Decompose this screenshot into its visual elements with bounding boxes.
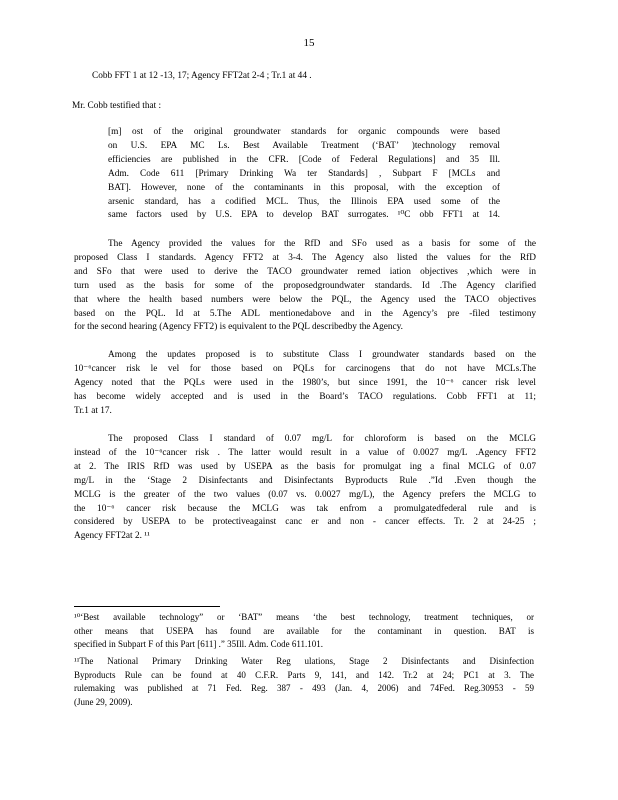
text-line: The Agency provided the values for the RfD and SFo used as a basis for some of the	[108, 239, 536, 249]
text-line: arsenic standard, has a codified MCL. Thus, the Illinois EPA used some of the	[108, 196, 500, 207]
body-paragraph-chloroform	[74, 433, 536, 544]
footnote-divider	[74, 606, 220, 607]
text-line: specified in Subpart F of this Part [611] .” 35Ill. Adm. Code 611.101.	[74, 639, 324, 650]
page-number: 15	[303, 37, 315, 49]
text-line: based on the PQL. Id at 5.The ADL mentionedabove and in the Agency’s pre -filed testimony	[74, 308, 536, 319]
text-line: Tr.1 at 17.	[74, 405, 112, 416]
text-line: Cobb FFT 1 at 12 -13, 17; Agency FFT2at 2-4 ; Tr.1 at 44 .	[92, 71, 312, 81]
text-line: other means that USEPA has found are available for the contaminant in question. BAT is	[74, 625, 534, 636]
text-line: Byproducts Rule can be found at 40 C.F.R. Parts 9, 141, and 142. Tr.2 at 24; PC1 at 3. The	[74, 669, 534, 680]
body-paragraph-cancer-risk	[74, 349, 536, 419]
text-line: Agency noted that the PQLs were used in the 1980’s, but since 1991, the 10⁻⁶ cancer risk level	[74, 377, 536, 388]
text-line: MCLG is the greater of the two values (0.07 vs. 0.0027 mg/L), the Agency prefers the MCLG to	[74, 489, 536, 500]
footnote-11	[74, 655, 534, 709]
text-line: instead of the 10⁻⁶cancer risk . The latter would result in a value of 0.0027 mg/L .Agency FFT2	[74, 447, 536, 458]
citation-paragraph	[92, 70, 392, 84]
text-line: Mr. Cobb testified that :	[72, 101, 162, 111]
text-line: (June 29, 2009).	[74, 696, 133, 707]
text-line: Agency FFT2at 2. ¹¹	[74, 531, 150, 542]
text-line: proposed Class I standards. Agency FFT2 at 3-4. The Agency also listed the values for the RfD	[74, 252, 536, 263]
text-line: mg/L in the ‘Stage 2 Disinfectants and Disinfectants Byproducts Rule .”Id .Even though the	[74, 475, 536, 486]
text-line: efficiencies are published in the CFR. [Code of Federal Regulations] and 35 Ill.	[108, 154, 500, 165]
text-line: ¹¹The National Primary Drinking Water Reg ulations, Stage 2 Disinfectants and Disinfection	[74, 656, 534, 666]
text-line: and SFo that were used to derive the TACO groundwater remed iation objectives ,which were in	[74, 266, 536, 277]
text-line: considered by USEPA to be protectiveagainst canc er and non - cancer effects. Tr. 2 at 24-25 ;	[74, 517, 536, 528]
text-line: [m] ost of the original groundwater standards for organic compounds were based	[108, 127, 500, 137]
text-line: Adm. Code 611 [Primary Drinking Wa ter Standards] , Subpart F [MCLs and	[108, 168, 500, 179]
body-paragraph-rfd-sfo	[74, 238, 536, 335]
text-line: on U.S. EPA MC Ls. Best Available Treatment (‘BAT’ )technology removal	[108, 140, 500, 151]
text-line: The proposed Class I standard of 0.07 mg/L for chloroform is based on the MCLG	[108, 434, 536, 444]
testimony-intro	[72, 100, 272, 114]
text-line: Among the updates proposed is to substitute Class I groundwater standards based on the	[108, 350, 536, 360]
text-line: has become widely accepted and is used in the Board’s TACO regulations. Cobb FFT1 at 11;	[74, 391, 536, 402]
block-quote	[108, 126, 500, 223]
footnote-10	[74, 611, 534, 652]
text-line: BAT]. However, none of the contaminants in this proposal, with the exception of	[108, 182, 500, 193]
text-line: ¹⁰‘Best available technology” or ‘BAT” means ‘the best technology, treatment techniques, or	[74, 612, 534, 622]
text-line: that where the health based numbers were below the PQL, the Agency used the TACO objectives	[74, 294, 536, 305]
text-line: 10⁻⁶cancer risk le vel for those based on PQLs for carcinogens that do not have MCLs.The	[74, 363, 536, 374]
text-line: the 10⁻⁶ cancer risk because the MCLG was tak enfrom a promulgatedfederal rule and is	[74, 503, 536, 514]
text-line: rulemaking was published at 71 Fed. Reg. 387 - 493 (Jan. 4, 2006) and 74Fed. Reg.30953 - 59	[74, 683, 534, 694]
text-line: turn used as the basis for some of the proposedgroundwater standards. Id .The Agency clarified	[74, 280, 536, 291]
text-line: for the second hearing (Agency FFT2) is equivalent to the PQL describedby the Agency.	[74, 322, 404, 333]
text-line: at 2. The IRIS RfD was used by USEPA as the basis for promulgat ing a final MCLG of 0.07	[74, 461, 536, 472]
text-line: same factors used by U.S. EPA to develop BAT surrogates. ¹⁰C obb FFT1 at 14.	[108, 210, 500, 221]
